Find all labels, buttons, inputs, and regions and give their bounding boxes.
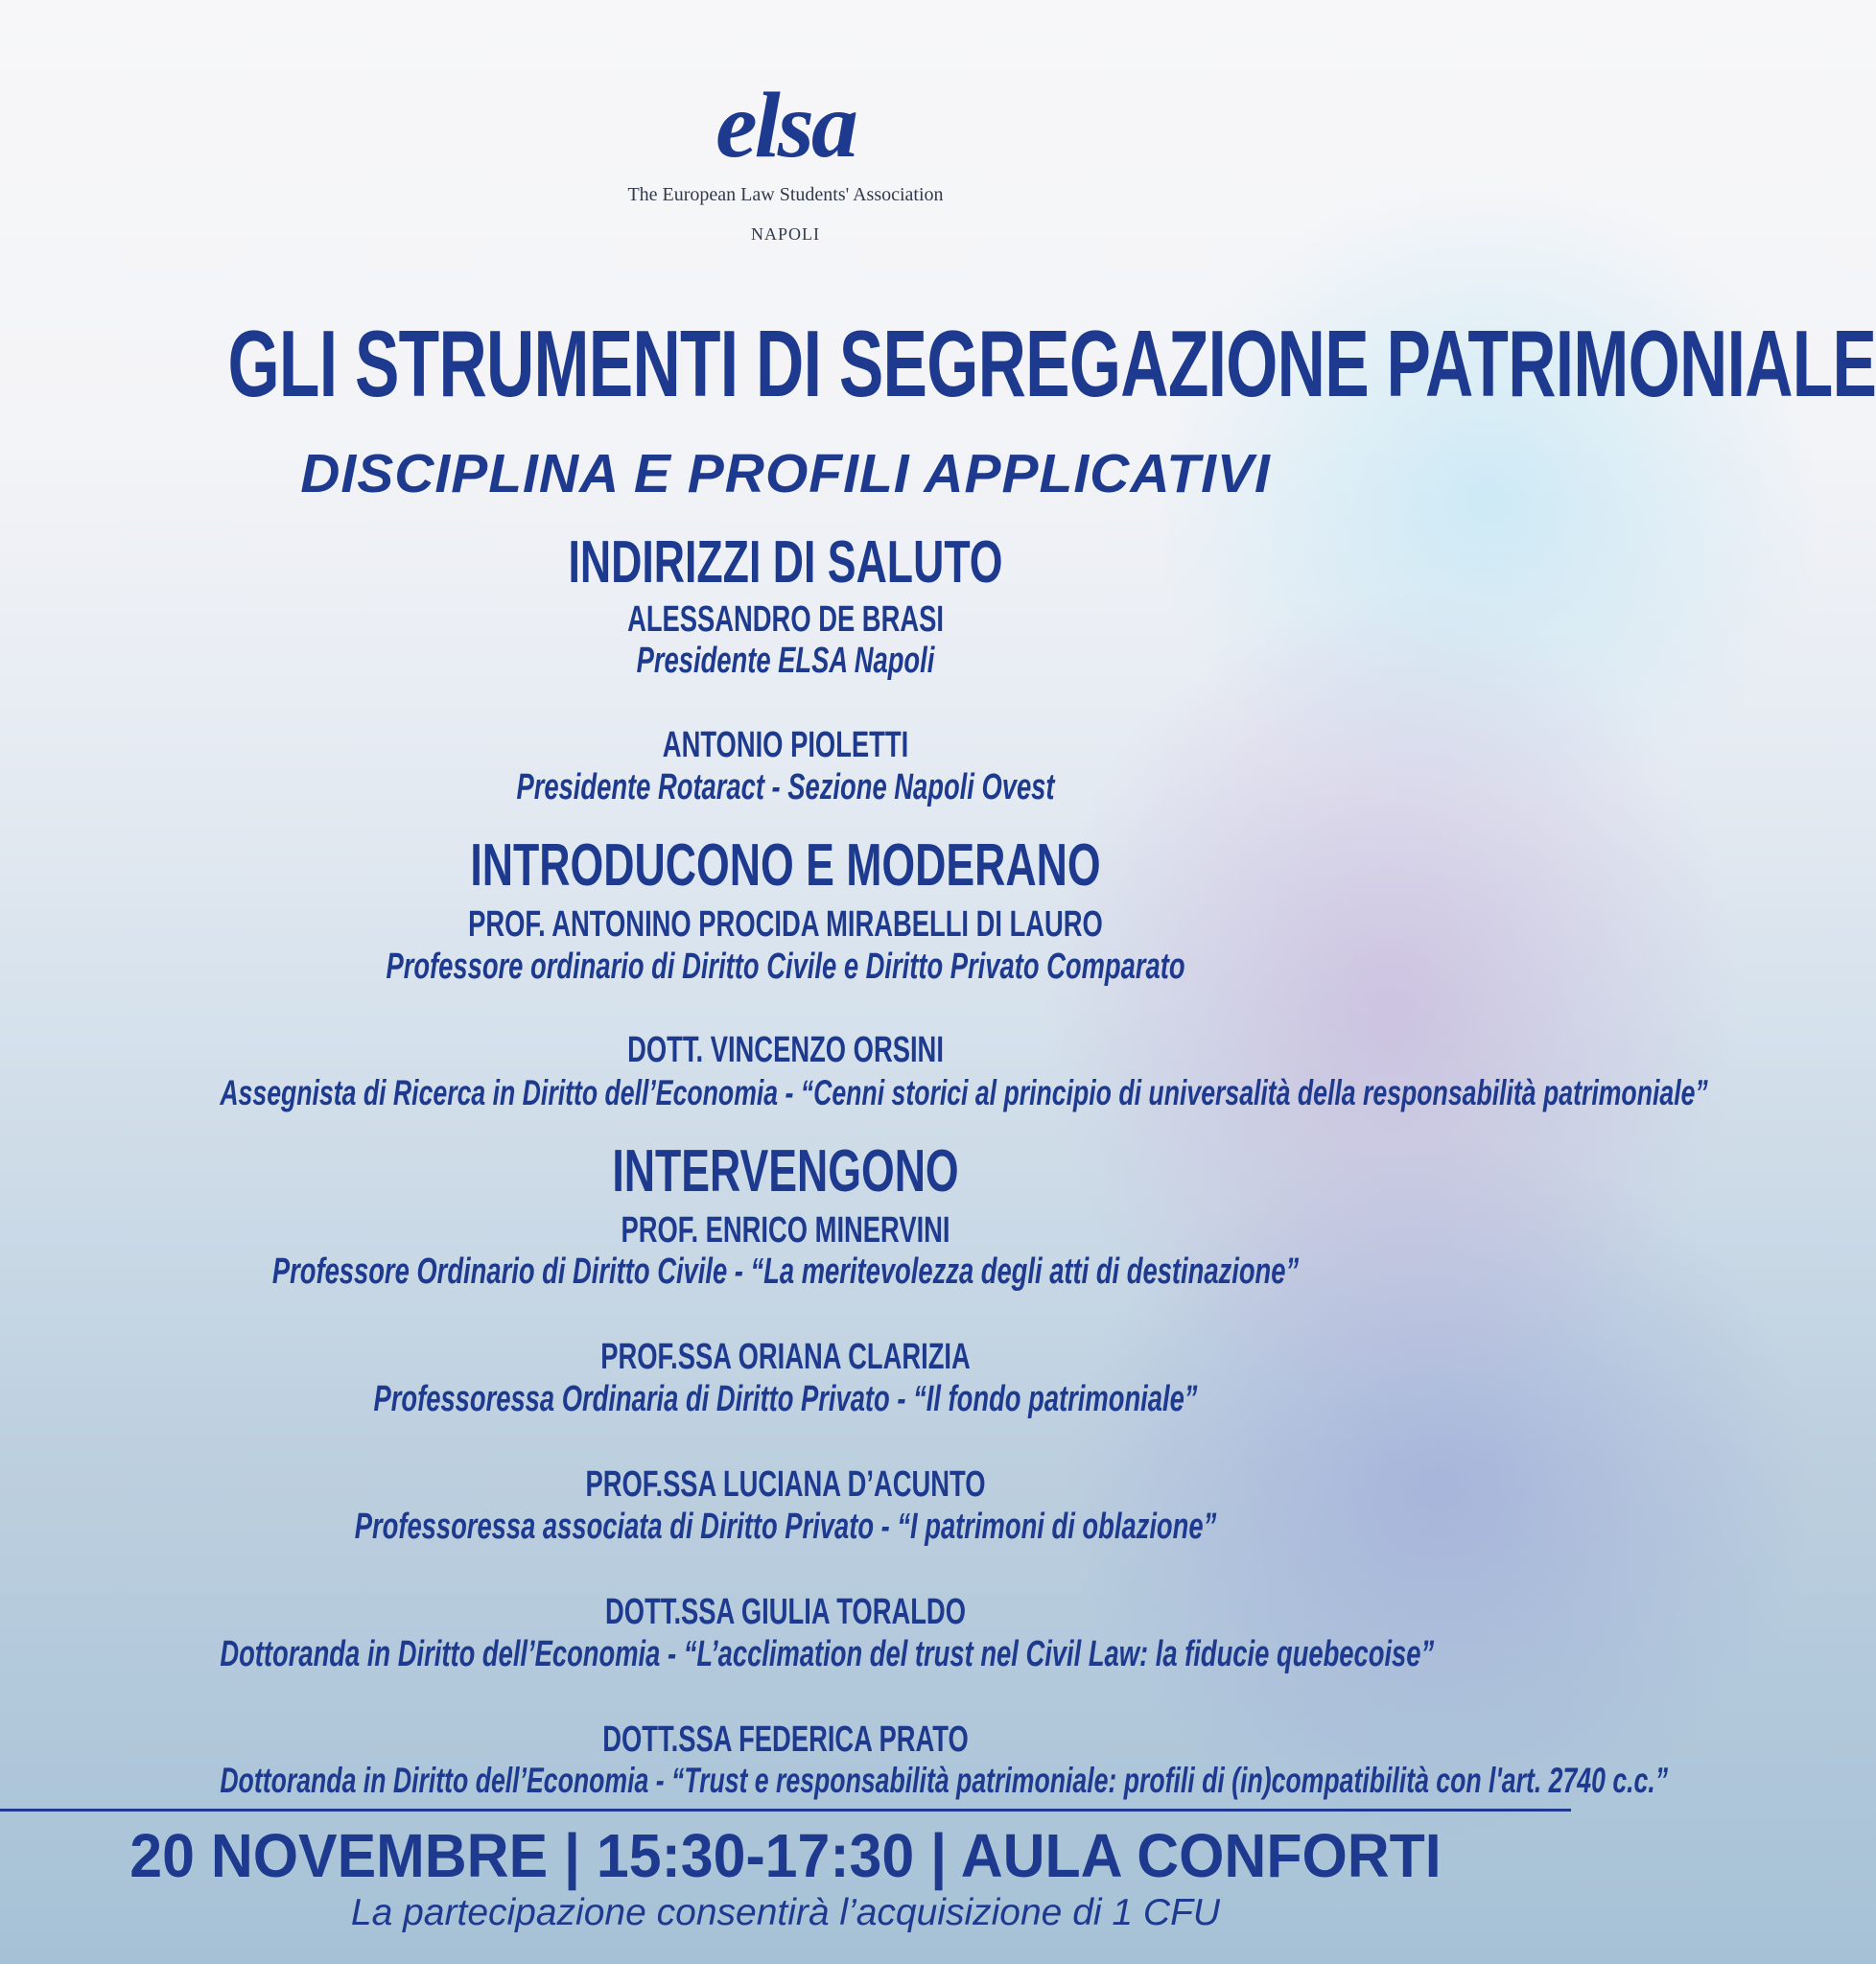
speaker-role: Professoressa associata di Diritto Privato - “I patrimoni di oblazione” — [354, 1507, 1217, 1547]
chapter-city: NAPOLI — [751, 224, 820, 244]
speaker-role: Presidente ELSA Napoli — [636, 641, 935, 681]
speaker-role: Dottoranda in Diritto dell’Economia - “L’acclimation del trust nel Civil Law: la fiducie quebecoise” — [220, 1634, 1435, 1674]
event-details: 20 NOVEMBRE | 15:30-17:30 | AULA CONFORTI — [129, 1821, 1442, 1890]
speaker-name: ANTONIO PIOLETTI — [662, 725, 909, 765]
speaker-name: ALESSANDRO DE BRASI — [627, 599, 944, 640]
association-name: The European Law Students' Association — [627, 184, 944, 205]
speaker-role: Assegnista di Ricerca in Diritto dell’Economia - “Cenni storici al principio di universalità della responsabilità patrimoniale” — [220, 1073, 1708, 1112]
speaker-role: Professore ordinario di Diritto Civile e Diritto Privato Comparato — [386, 947, 1185, 987]
speaker-name: PROF.SSA LUCIANA D’ACUNTO — [585, 1464, 986, 1505]
event-title: GLI STRUMENTI DI SEGREGAZIONE PATRIMONIALE — [227, 311, 1876, 416]
footer-divider — [0, 1809, 1571, 1812]
elsa-logo: elsa — [715, 74, 856, 177]
speaker-role: Presidente Rotaract - Sezione Napoli Ovest — [516, 767, 1055, 807]
cfu-note: La partecipazione consentirà l’acquisizione di 1 CFU — [350, 1892, 1221, 1933]
speaker-role: Professore Ordinario di Diritto Civile - “La meritevolezza degli atti di destinazione” — [271, 1251, 1300, 1292]
speaker-name: PROF. ENRICO MINERVINI — [621, 1210, 950, 1251]
speaker-role: Dottoranda in Diritto dell’Economia - “Trust e responsabilità patrimoniale: profili di (in)compatibilità con l'art. 2740 c.c.” — [220, 1761, 1669, 1800]
speaker-role: Professoressa Ordinaria di Diritto Privato - “Il fondo patrimoniale” — [373, 1379, 1198, 1419]
speaker-name: DOTT.SSA FEDERICA PRATO — [602, 1719, 969, 1760]
section-heading-intervengono: INTERVENGONO — [612, 1138, 959, 1204]
speaker-name: PROF.SSA ORIANA CLARIZIA — [600, 1337, 971, 1377]
section-heading-moderano: INTRODUCONO E MODERANO — [470, 832, 1101, 899]
speaker-name: PROF. ANTONINO PROCIDA MIRABELLI DI LAURO — [468, 904, 1103, 945]
speaker-name: DOTT. VINCENZO ORSINI — [627, 1030, 944, 1070]
speaker-name: DOTT.SSA GIULIA TORALDO — [605, 1592, 966, 1632]
event-subtitle: DISCIPLINA E PROFILI APPLICATIVI — [300, 443, 1271, 504]
section-heading-saluti: INDIRIZZI DI SALUTO — [568, 529, 1003, 596]
